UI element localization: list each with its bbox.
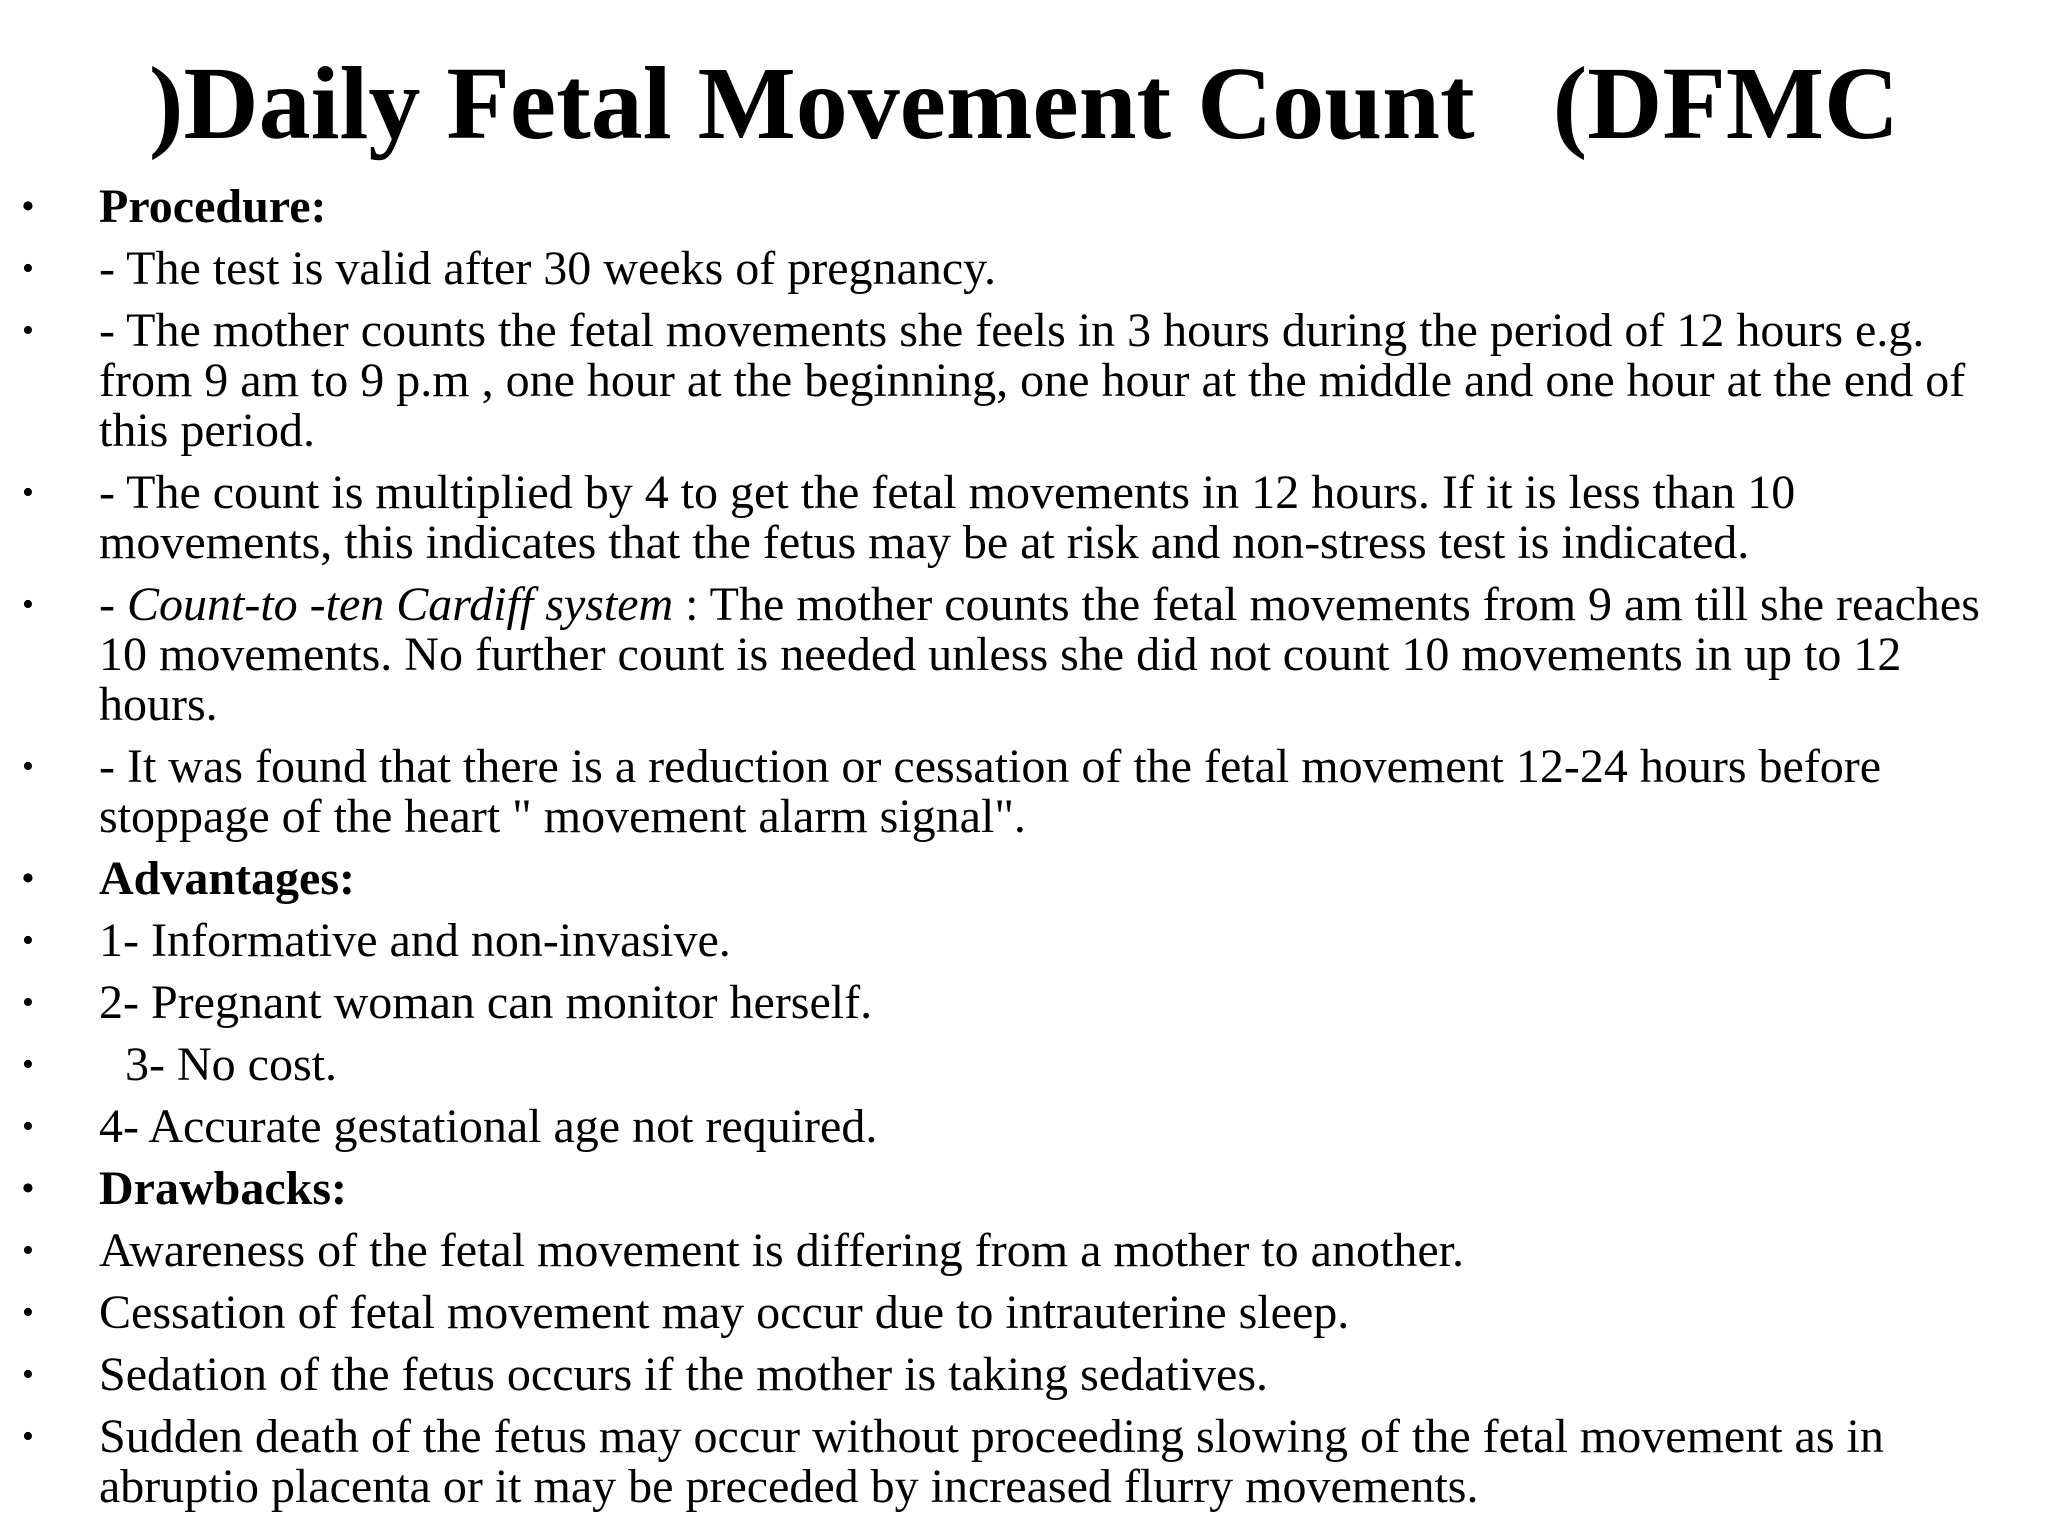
list-item-text: - The test is valid after 30 weeks of pregnancy.: [99, 242, 997, 295]
list-item: [0, 978, 2048, 1028]
list-item: [0, 1288, 2048, 1338]
bullet-icon: •: [22, 860, 34, 897]
list-item: [0, 468, 2048, 568]
list-item: [0, 1040, 2048, 1090]
list-item-text: Sudden death of the fetus may occur without proceeding slowing of the fetal movement as in abruptio placenta or it may be preceded by increased flurry movements.: [99, 1410, 1884, 1513]
list-item: [0, 1350, 2048, 1400]
bullet-icon: •: [22, 1294, 34, 1331]
bullet-icon: •: [22, 250, 34, 287]
bullet-icon: •: [22, 1356, 34, 1393]
bullet-icon: •: [22, 1108, 34, 1145]
list-item-text: [99, 578, 1980, 731]
bullet-icon: •: [22, 1232, 34, 1269]
bullet-icon: •: [22, 1170, 34, 1207]
list-item: [0, 182, 2048, 232]
list-item: [0, 1226, 2048, 1276]
list-item-text: Sedation of the fetus occurs if the mother is taking sedatives.: [99, 1348, 1269, 1401]
list-item-rest: : The mother counts the fetal movements from 9 am till she reaches 10 movements. No further count is needed unless she did not count 10 movements in up to 12 hours.: [99, 578, 1980, 731]
list-item-text: Cessation of fetal movement may occur due to intrauterine sleep.: [99, 1286, 1350, 1339]
slide-title: )Daily Fetal Movement Count (DFMC: [148, 46, 1900, 161]
list-item-text: 1- Informative and non-invasive.: [99, 914, 731, 967]
bullet-icon: •: [22, 474, 34, 511]
list-item-text: 3- No cost.: [125, 1038, 337, 1091]
list-item-text: - The count is multiplied by 4 to get the fetal movements in 12 hours. If it is less than 10 movements, this indicates that the fetus may be at risk and non-stress test is indicated.: [99, 466, 1796, 569]
bullet-icon: •: [22, 922, 34, 959]
list-item-text: Awareness of the fetal movement is differing from a mother to another.: [99, 1224, 1464, 1277]
list-item: [0, 1412, 2048, 1512]
bullet-icon: •: [22, 748, 34, 785]
section-heading-procedure: Procedure:: [99, 180, 327, 233]
bullet-list: [0, 182, 2048, 1524]
bullet-icon: •: [22, 984, 34, 1021]
list-item-text: 2- Pregnant woman can monitor herself.: [99, 976, 873, 1029]
cardiff-system-term: Count-to -ten Cardiff system: [126, 578, 674, 631]
section-heading-advantages: Advantages:: [99, 852, 356, 905]
bullet-icon: •: [22, 188, 34, 225]
list-item-text: - It was found that there is a reduction or cessation of the fetal movement 12-24 hours before stoppage of the heart " movement alarm signal".: [99, 740, 1882, 843]
list-item: [0, 244, 2048, 294]
bullet-icon: •: [22, 312, 34, 349]
list-item: [0, 854, 2048, 904]
bullet-icon: •: [22, 1418, 34, 1455]
bullet-icon: •: [22, 586, 34, 623]
list-item: [0, 742, 2048, 842]
list-item-text: 4- Accurate gestational age not required.: [99, 1100, 878, 1153]
list-item: [0, 1102, 2048, 1152]
list-item: [0, 1164, 2048, 1214]
list-item-prefix: -: [99, 578, 127, 631]
list-item-text: - The mother counts the fetal movements she feels in 3 hours during the period of 12 hours e.g. from 9 am to 9 p.m , one hour at the beginning, one hour at the middle and one hour at the end of this period.: [99, 304, 1966, 457]
section-heading-drawbacks: Drawbacks:: [99, 1162, 347, 1215]
list-item: [0, 916, 2048, 966]
bullet-icon: •: [22, 1046, 34, 1083]
list-item: [0, 580, 2048, 730]
list-item: [0, 306, 2048, 456]
